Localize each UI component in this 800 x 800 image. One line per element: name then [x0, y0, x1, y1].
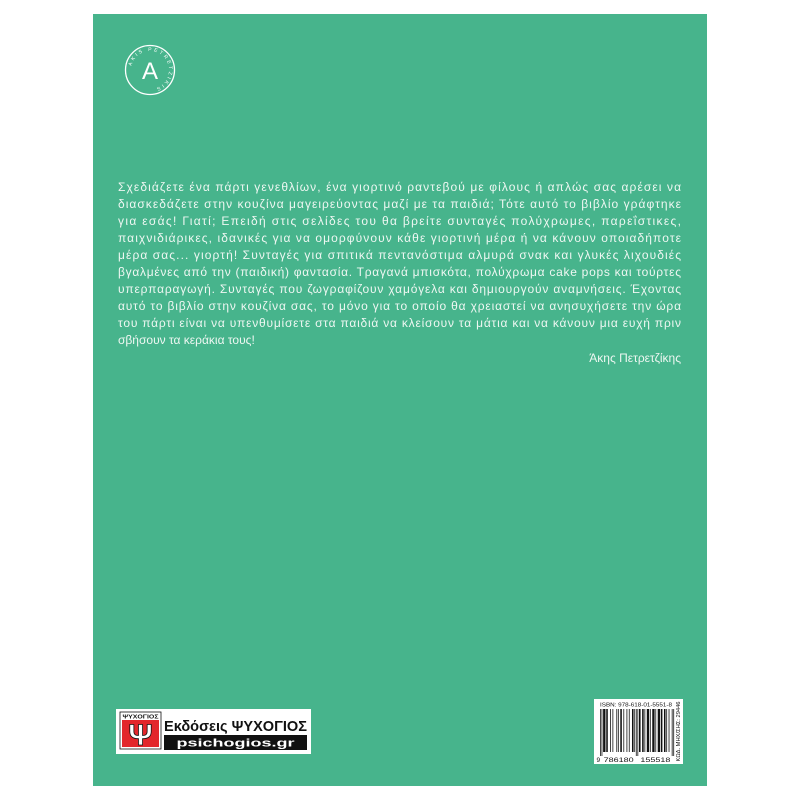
blurb-line: για εσάς! Γιατί; Επειδή στις σελίδες του θα βρείτε συνταγές πολύχρωμες, παρεΐστικες, [118, 214, 681, 228]
isbn-barcode [594, 699, 683, 764]
author-logo-ring-text: AKIS PETRETZIKIS [127, 46, 174, 93]
publisher-name: Εκδόσεις ΨΥΧΟΓΙΟΣ [164, 718, 307, 735]
author-logo [126, 46, 175, 95]
barcode-bar [650, 709, 651, 752]
barcode-bar [620, 709, 622, 752]
barcode-bar [606, 709, 608, 752]
blurb-line: αυτό το βιβλίο στην κουζίνα σας, το μόνο για το οποίο θα χρειαστεί να ανησυχήσετε την ώρα [118, 299, 682, 313]
barcode-bar [603, 709, 605, 752]
blurb-paragraph [118, 180, 682, 347]
barcode-bar [664, 709, 666, 752]
barcode-bar [616, 709, 617, 752]
barcode-bar [666, 709, 667, 752]
barcode-guard-bar [602, 709, 603, 756]
blurb-line: σβήσουν τα κεράκια τους! [118, 333, 255, 347]
barcode-bar [610, 709, 611, 752]
barcode-bar [618, 709, 619, 752]
barcode-bar [661, 709, 663, 752]
blurb-line: διασκεδάζετε στην κουζίνα μαγειρεύοντας μαζί με τα παιδιά; Τότε αυτό το βιβλίο γράφτηκε [118, 197, 682, 211]
barcode-bar [639, 709, 641, 752]
psi-mark-label: ΨΥΧΟΓΙΟΣ [122, 714, 160, 721]
barcode-guard-bar [672, 709, 673, 756]
blurb-line: Σχεδιάζετε ένα πάρτι γενεθλίων, ένα γιορτινό ραντεβού με φίλους ή απλώς σας αρέσει να [118, 180, 681, 194]
author-logo-monogram: A [141, 58, 159, 85]
publisher-website: psichogios.gr [176, 737, 296, 750]
author-signature: Άκης Πετρετζίκης [589, 351, 681, 365]
barcode-bar [623, 709, 624, 752]
blurb-line: του πάρτι είναι να υπενθυμίσετε στα παιδιά να κλείσουν τα μάτια και να κάνουν μια ευχή πριν [118, 316, 682, 330]
barcode-guard-bar [637, 709, 638, 756]
barcode-bar [652, 709, 654, 752]
barcode-bar [634, 709, 635, 752]
barcode-bar [644, 709, 645, 752]
barcode-digit-first: 9 [596, 757, 601, 764]
blurb-line: υπερπαραγωγή. Συνταγές που ζωγραφίζουν χαμόγελα και δημιουργούν αναμνήσεις. Έχοντας [118, 282, 682, 296]
blurb-line: βγαλμένες από την (παιδική) φαντασία. Τραγανά μπισκότα, πολύχρωμα cake pops και τούρτες [118, 265, 681, 279]
barcode-bar [627, 709, 628, 752]
psi-symbol-icon: Ψ [128, 719, 153, 752]
barcode-bar [655, 709, 656, 752]
barcode-bar [629, 709, 630, 752]
product-code: ΚΩΔ. ΜΗΧ/ΣΗΣ: 29446 [676, 705, 682, 762]
barcode-bar [612, 709, 613, 752]
barcode-guard-bar [600, 709, 601, 756]
barcode-bar [642, 709, 644, 752]
barcode-bar [632, 709, 634, 752]
barcode-guard-bar [673, 709, 674, 756]
barcode-bar [647, 709, 649, 752]
barcode-bar [669, 709, 670, 752]
blurb-line: μέρα σας... γιορτή! Συνταγές για σπιτικά πεντανόστιμα αλμυρά σνακ και γλυκές λιχουδιές [118, 248, 681, 262]
isbn-label: ISBN: 978-618-01-5551-8 [600, 702, 672, 709]
barcode-bar [658, 709, 660, 752]
barcode-digits-left: 786180 [603, 757, 635, 764]
barcode-guard-bar [636, 709, 637, 756]
barcode-digits-right: 155518 [640, 757, 671, 764]
blurb-line: παιχνιδιάρικες, ιδανικές για να ομορφύνουν κάθε γιορτινή μέρα ή να κάνουν οποιαδήποτε [118, 231, 681, 245]
publisher-logo [116, 709, 311, 754]
